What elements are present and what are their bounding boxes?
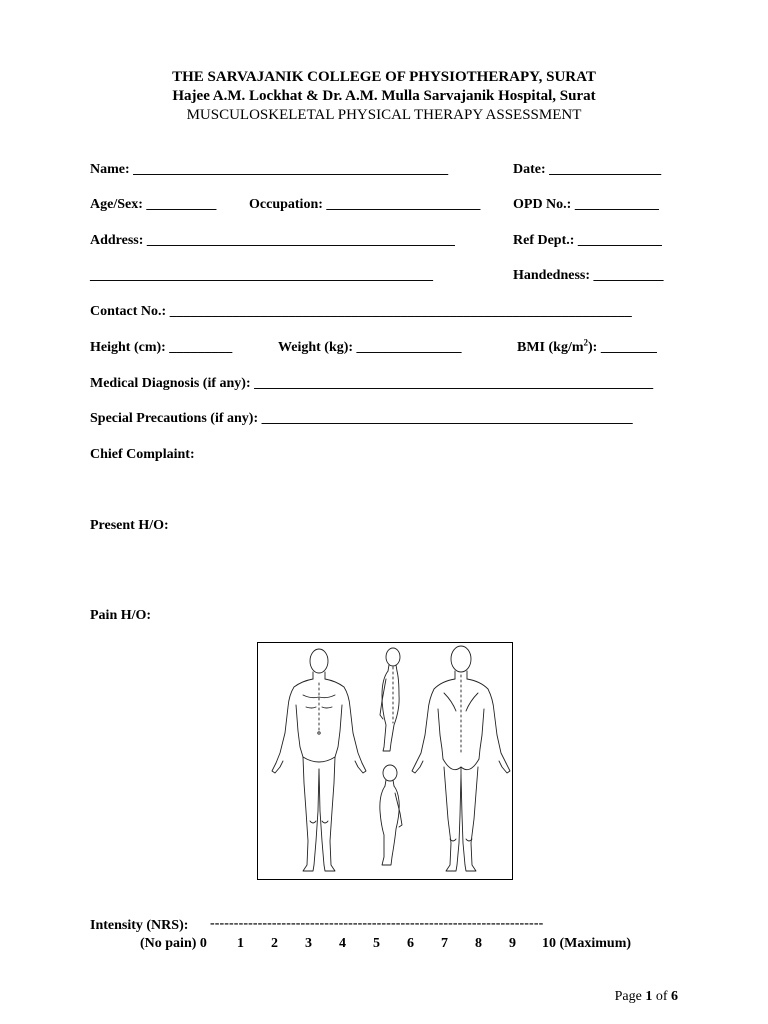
nrs-value-8[interactable]: 8 [475,936,482,951]
side-view-figure-lower [380,765,402,865]
date-field[interactable]: Date: ________________ [513,162,662,177]
nrs-value-3[interactable]: 3 [305,936,312,951]
nrs-value-9[interactable]: 9 [509,936,516,951]
nrs-value-7[interactable]: 7 [441,936,448,951]
bmi-superscript: 2 [583,337,588,348]
nrs-value-5[interactable]: 5 [373,936,380,951]
ref-dept-field[interactable]: Ref Dept.: ____________ [513,233,662,248]
front-view-figure [272,649,366,871]
bmi-label: BMI (kg/m [517,340,584,355]
address-field[interactable]: Address: ____________________________________________ [90,233,455,248]
nrs-value-6[interactable]: 6 [407,936,414,951]
pain-ho-label: Pain H/O: [90,608,152,623]
page-prefix: Page [614,989,646,1004]
body-chart-drawing [258,643,512,879]
age-sex-field[interactable]: Age/Sex: __________ [90,197,217,212]
special-precautions-field[interactable]: Special Precautions (if any): _____________________________________________________ [90,411,633,426]
present-ho-label: Present H/O: [90,518,169,533]
intensity-label: Intensity (NRS): [90,918,189,933]
page-current: 1 [645,989,653,1004]
page-total: 6 [671,989,678,1004]
medical-diagnosis-field[interactable]: Medical Diagnosis (if any): _________________________________________________________ [90,376,654,391]
nrs-value-2[interactable]: 2 [271,936,278,951]
bmi-field[interactable] [517,339,657,356]
college-title: THE SARVAJANIK COLLEGE OF PHYSIOTHERAPY, SURAT [172,69,596,85]
page-indicator [615,989,678,1005]
weight-field[interactable]: Weight (kg): _______________ [278,340,462,355]
side-view-figure-upper [380,648,400,751]
address-line2-field[interactable]: _________________________________________________ [90,268,433,283]
intensity-scale-line: ---------------------------------------------------------------------- [210,916,544,931]
nrs-end-label[interactable]: 10 (Maximum) [542,936,632,951]
nrs-value-4[interactable]: 4 [339,936,346,951]
height-field[interactable]: Height (cm): _________ [90,340,233,355]
nrs-value-1[interactable]: 1 [237,936,244,951]
contact-field[interactable]: Contact No.: __________________________________________________________________ [90,304,632,319]
bmi-blank: ): ________ [588,340,657,355]
name-field[interactable]: Name: _____________________________________________ [90,162,449,177]
page-middle: of [652,989,671,1004]
occupation-field[interactable]: Occupation: ______________________ [249,197,481,212]
opd-field[interactable]: OPD No.: ____________ [513,197,659,212]
hospital-title: Hajee A.M. Lockhat & Dr. A.M. Mulla Sarvajanik Hospital, Surat [172,88,596,104]
body-chart-figure[interactable] [257,642,513,880]
nrs-start-label[interactable]: (No pain) 0 [140,936,207,951]
back-view-figure [412,646,510,871]
handedness-field[interactable]: Handedness: __________ [513,268,664,283]
form-title: MUSCULOSKELETAL PHYSICAL THERAPY ASSESSMENT [186,107,582,123]
chief-complaint-label: Chief Complaint: [90,447,195,462]
